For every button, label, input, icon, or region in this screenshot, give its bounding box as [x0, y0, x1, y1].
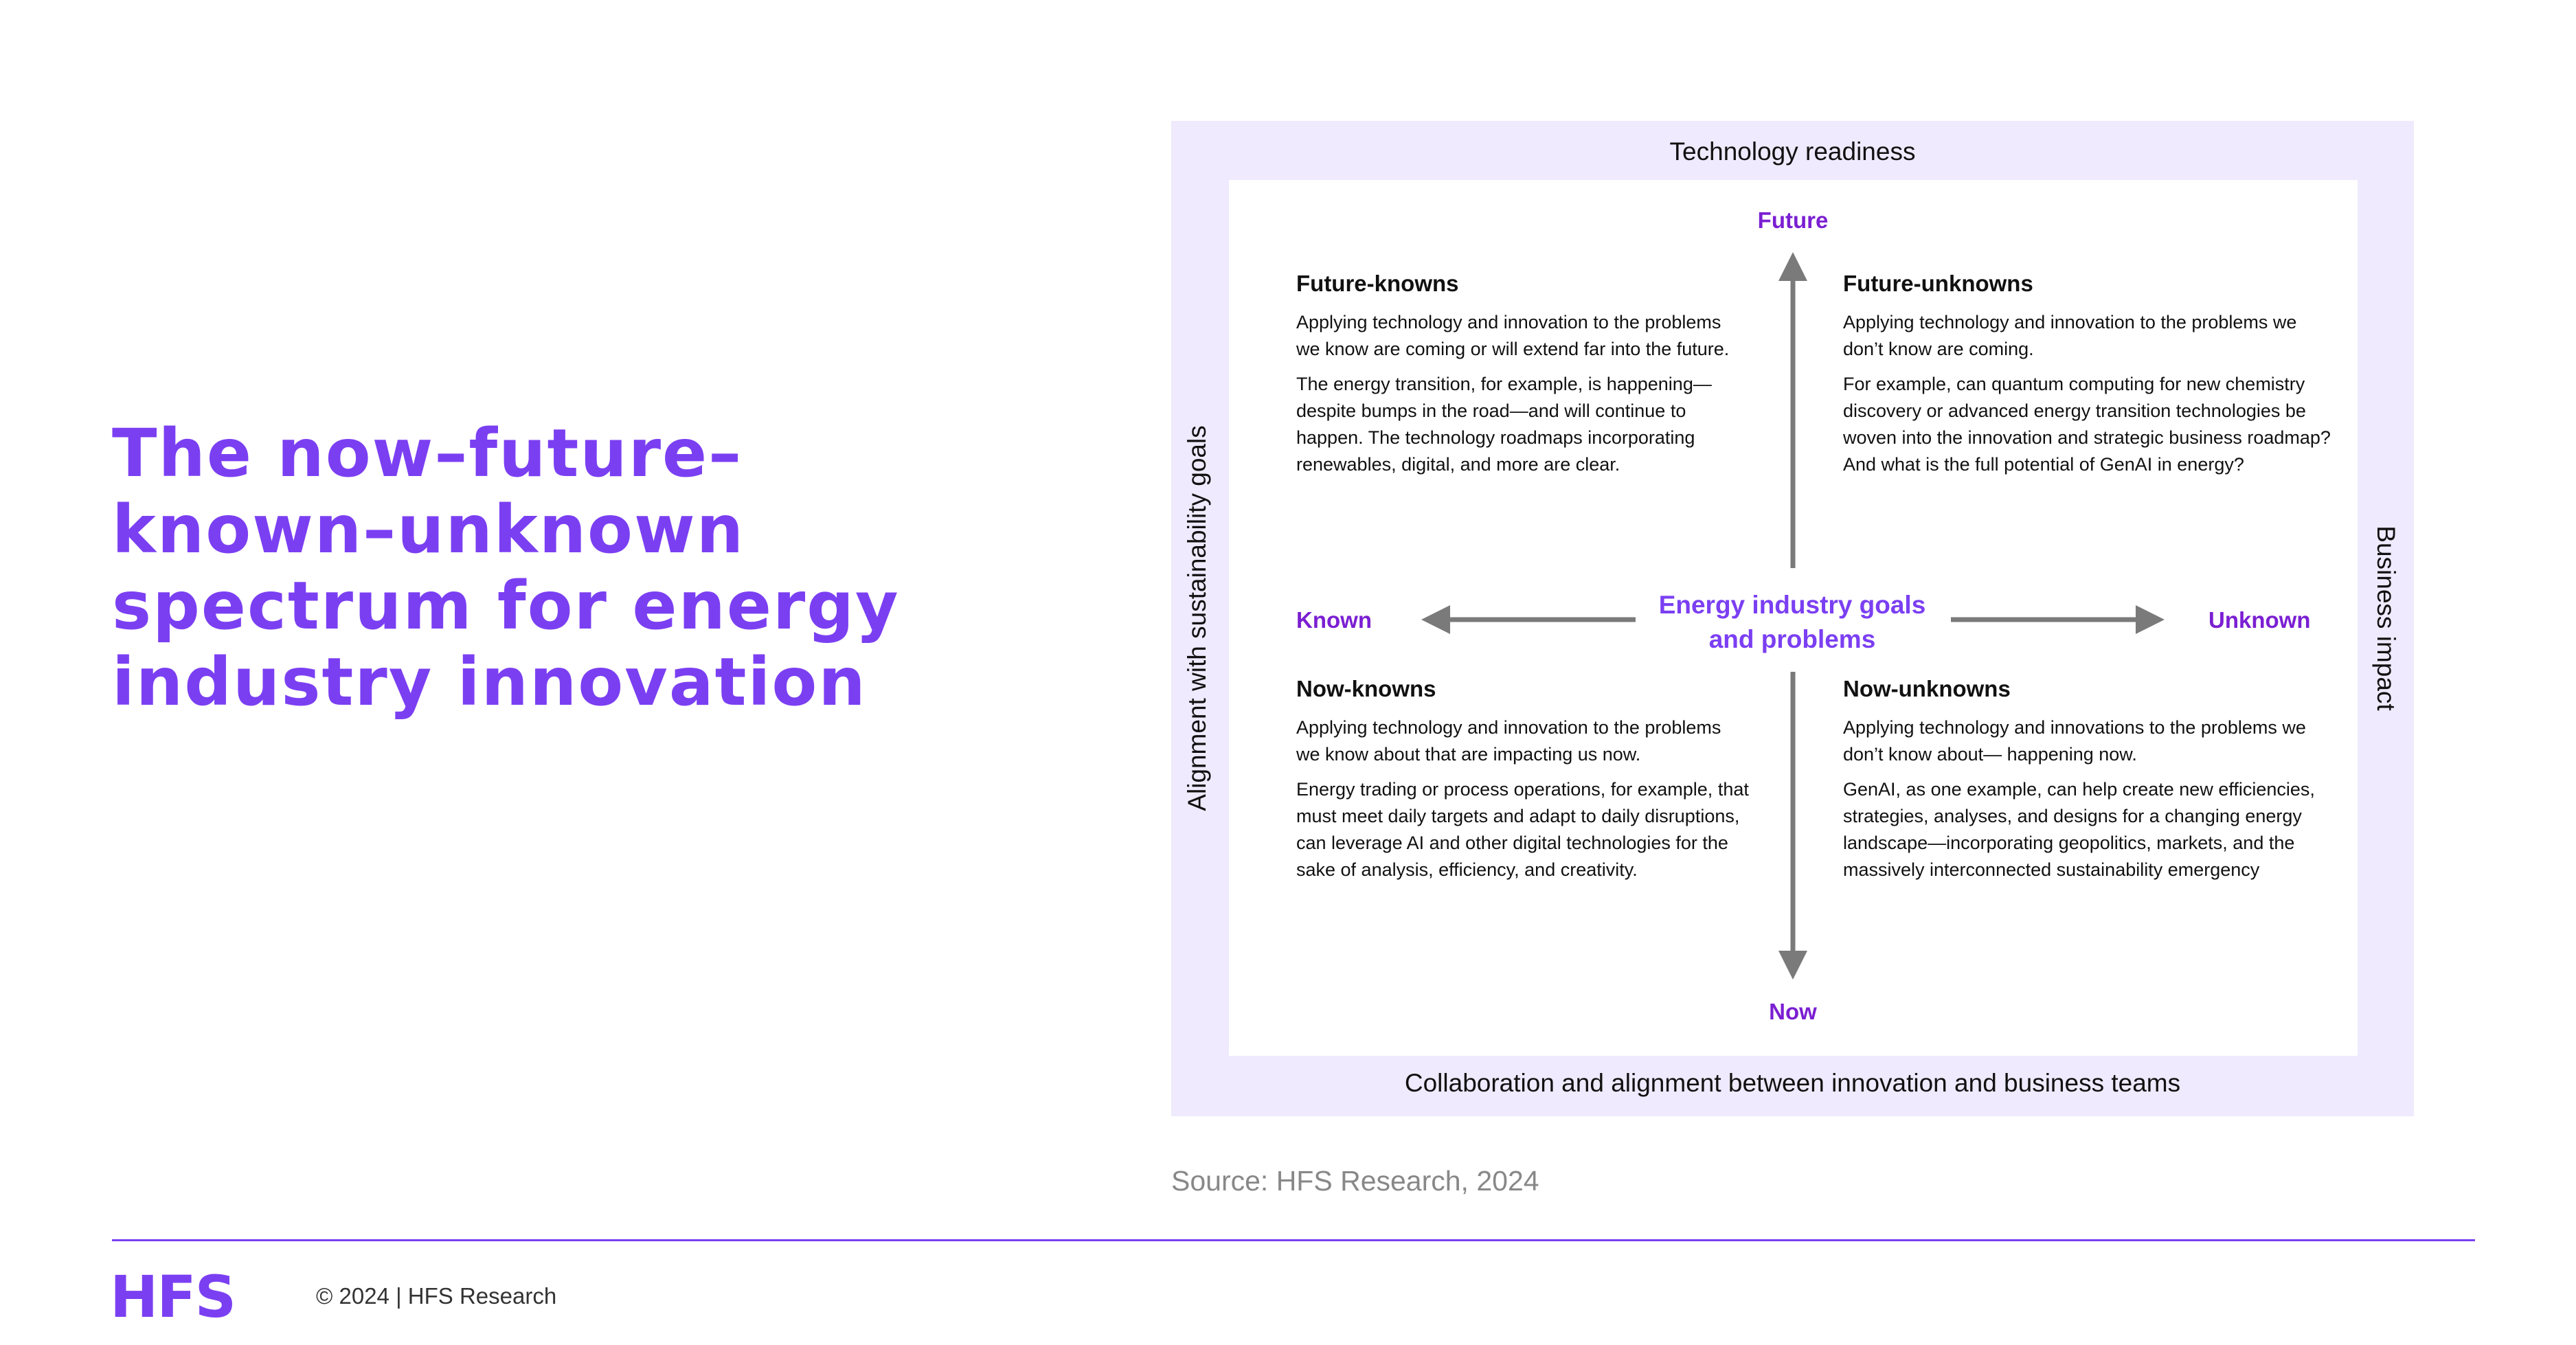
quadrant-text: Applying technology and innovation to the problems we know are coming or will extend far into the future. [1296, 312, 1730, 359]
diagram-canvas [1229, 180, 2358, 1056]
quadrant-text: Applying technology and innovations to the problems we don’t know about— happening now. [1843, 717, 2306, 765]
quadrant-text: GenAI, as one example, can help create new efficiencies, strategies, analyses, and designs for a changing energy landscape—incorporating geopolitics, markets, and the massively interconnected sustainability emergency [1843, 779, 2315, 880]
left-axis-title: Alignment with sustainability goals [1183, 425, 1211, 811]
axis-known-label: Known [1296, 607, 1372, 633]
diagram-frame [1171, 121, 2414, 1116]
hfs-logo: HFS [110, 1263, 236, 1331]
quadrant-text: Energy trading or process operations, for example, that must meet daily targets and adapt to daily disruptions, can leverage AI and other digital technologies for the sake of analysis, efficiency, and creativity. [1296, 779, 1749, 880]
quadrant-text: Applying technology and innovation to the problems we know about that are impacting us now. [1296, 717, 1721, 765]
quadrant-future-unknowns [1843, 271, 2338, 486]
bottom-axis-title: Collaboration and alignment between innovation and business teams [1404, 1069, 2181, 1097]
quadrant-text: The energy transition, for example, is happening—despite bumps in the road—and will continue to happen. The technology roadmaps incorporating renewables, digital, and more are clear. [1296, 374, 1712, 475]
quadrant-now-unknowns [1843, 676, 2338, 892]
source-note: Source: HFS Research, 2024 [1171, 1165, 1539, 1197]
top-axis-title: Technology readiness [1669, 137, 1916, 166]
quadrant-heading: Future-unknowns [1843, 271, 2033, 296]
quadrant-text: Applying technology and innovation to the problems we don’t know are coming. [1843, 312, 2297, 359]
center-label-line1: Energy industry goals [1658, 591, 1926, 619]
quadrant-heading: Now-knowns [1296, 676, 1436, 701]
axis-future-label: Future [1757, 207, 1829, 233]
quadrant-heading: Now-unknowns [1843, 676, 2011, 701]
axis-unknown-label: Unknown [2208, 607, 2311, 633]
quadrant-now-knowns [1296, 676, 1750, 892]
quadrant-future-knowns [1296, 271, 1750, 486]
page-title: The now–future–known–unknown spectrum for energy industry innovation [112, 415, 900, 721]
center-label [1641, 588, 1943, 657]
axis-now-label: Now [1769, 999, 1817, 1024]
copyright-text: © 2024 | HFS Research [316, 1283, 557, 1309]
quadrant-text: For example, can quantum computing for new chemistry discovery or advanced energy transition technologies be woven into the innovation and strategic business roadmap? And what is the full potential of GenAI in energy? [1843, 374, 2331, 475]
center-label-line2: and problems [1708, 625, 1876, 653]
footer-divider [112, 1239, 2475, 1241]
right-axis-title: Business impact [2372, 525, 2400, 711]
quadrant-heading: Future-knowns [1296, 271, 1459, 296]
